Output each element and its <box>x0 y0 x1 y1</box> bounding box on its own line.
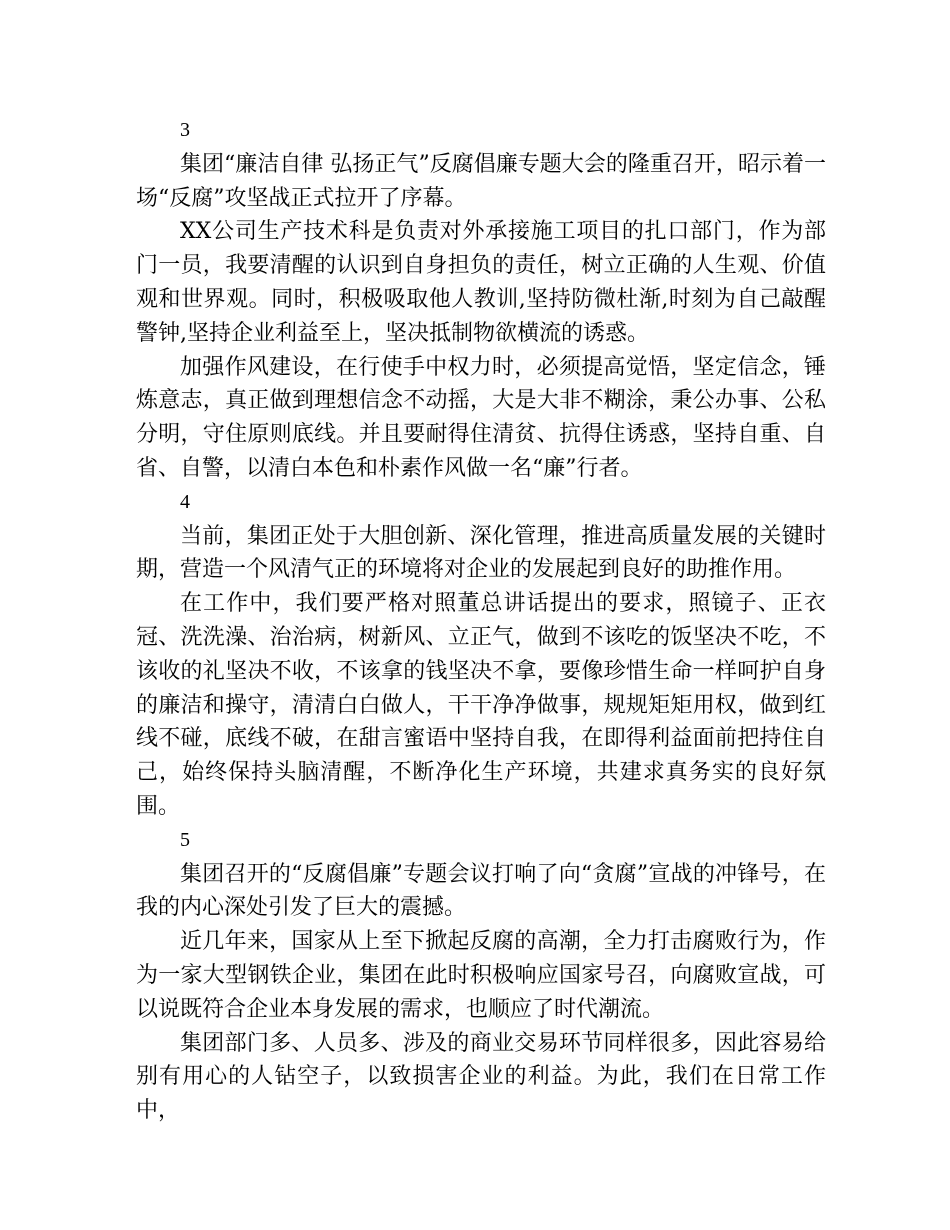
paragraph: 集团“廉洁自律 弘扬正气”反腐倡廉专题大会的隆重召开，昭示着一场“反腐”攻坚战正式拉开了序幕。 <box>136 151 826 211</box>
section-number: 3 <box>180 119 190 141</box>
document-body <box>136 114 826 1128</box>
section-number: 4 <box>180 490 190 513</box>
paragraph: 近几年来，国家从上至下掀起反腐的高潮，全力打击腐败行为，作为一家大型钢铁企业，集团在此时积极响应国家号召，向腐败宣战，可以说既符合企业本身发展的需求，也顺应了时代潮流。 <box>136 929 826 1022</box>
paragraph: 集团召开的“反腐倡廉”专题会议打响了向“贪腐”宣战的冲锋号，在我的内心深处引发了巨大的震撼。 <box>136 861 826 921</box>
paragraph: 集团部门多、人员多、涉及的商业交易环节同样很多，因此容易给别有用心的人钻空子，以致损害企业的利益。为此，我们在日常工作中， <box>136 1030 826 1124</box>
section-number: 5 <box>180 828 190 851</box>
paragraph: 当前，集团正处于大胆创新、深化管理，推进高质量发展的关键时期，营造一个风清气正的环境将对企业的发展起到良好的助推作用。 <box>136 523 826 583</box>
paragraph: 加强作风建设，在行使手中权力时，必须提高觉悟，坚定信念，锤炼意志，真正做到理想信念不动摇，大是大非不糊涂，秉公办事、公私分明，守住原则底线。并且要耐得住清贫、抗得住诱惑，坚持自重、自省、自警，以清白本色和朴素作风做一名“廉”行者。 <box>136 354 826 481</box>
paragraph: XX公司生产技术科是负责对外承接施工项目的扎口部门，作为部门一员，我要清醒的认识到自身担负的责任，树立正确的人生观、价值观和世界观。同时，积极吸取他人教训,坚持防微杜渐,时刻为自己敲醒警钟,坚持企业利益至上，坚决抵制物欲横流的诱惑。 <box>136 219 826 346</box>
paragraph: 在工作中，我们要严格对照董总讲话提出的要求，照镜子、正衣冠、洗洗澡、治治病，树新风、立正气，做到不该吃的饭坚决不吃，不该收的礼坚决不收，不该拿的钱坚决不拿，要像珍惜生命一样呵护自身的廉洁和操守，清清白白做人，干干净净做事，规规矩矩用权，做到红线不碰，底线不破，在甜言蜜语中坚持自我，在即得利益面前把持住自己，始终保持头脑清醒，不断净化生产环境，共建求真务实的良好氛围。 <box>136 591 826 819</box>
